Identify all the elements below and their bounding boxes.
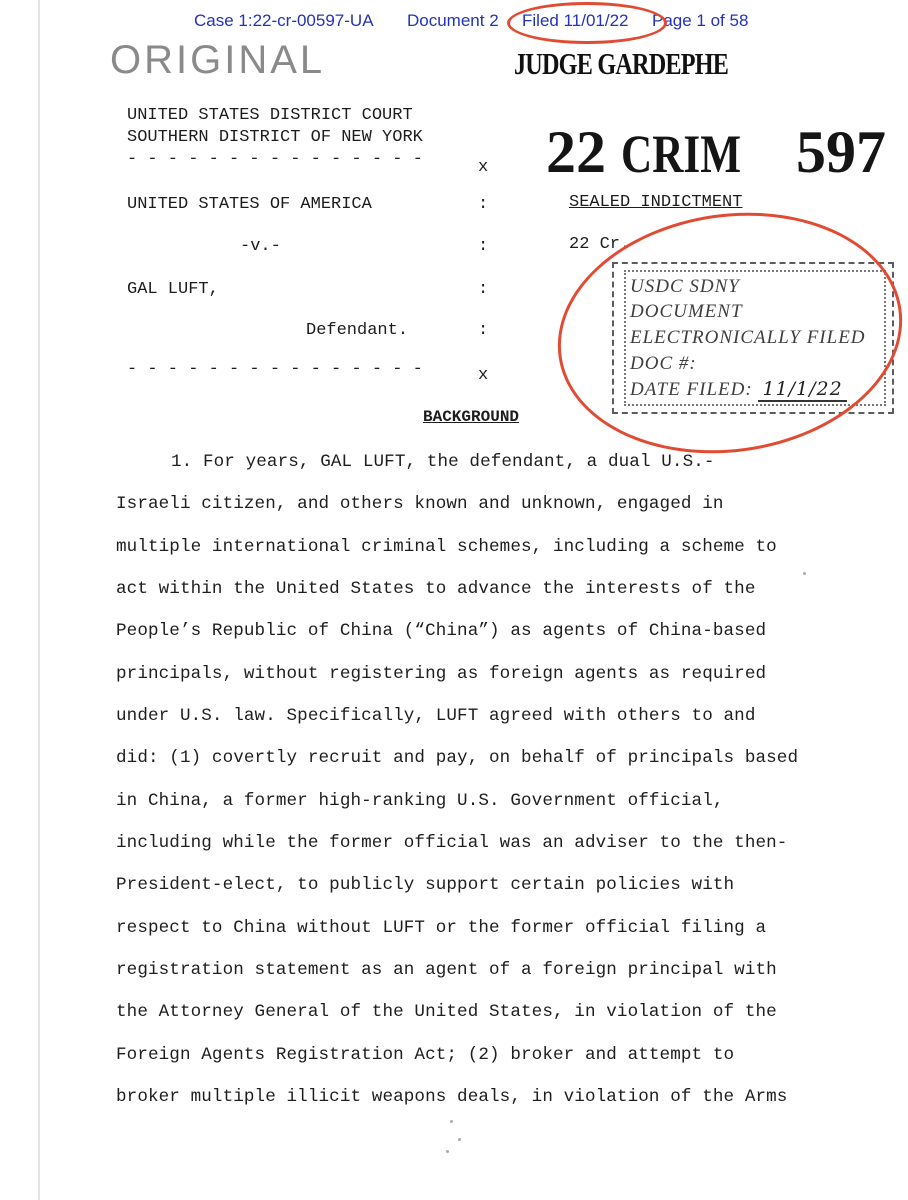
caption-colon: : — [478, 321, 489, 340]
body-line: respect to China without LUFT or the former official filing a — [116, 918, 767, 938]
body-line: did: (1) covertly recruit and pay, on behalf of principals based — [116, 748, 799, 768]
annotation-circle-filing-stamp — [542, 191, 908, 475]
original-stamp: ORIGINAL — [110, 38, 326, 82]
body-line: including while the former official was an adviser to the then- — [116, 833, 788, 853]
body-line: in China, a former high-ranking U.S. Government official, — [116, 791, 724, 811]
plaintiff-name: UNITED STATES OF AMERICA — [127, 195, 372, 214]
body-line: Foreign Agents Registration Act; (2) broker and attempt to — [116, 1045, 735, 1065]
case-number-type: CRIM — [621, 124, 741, 184]
body-line: broker multiple illicit weapons deals, in violation of the Arms — [116, 1087, 788, 1107]
judge-stamp: JUDGE GARDEPHE — [514, 46, 729, 81]
caption-dashes-bottom: - - - - - - - - - - - - - - - — [127, 360, 423, 379]
caption-x-top: x — [478, 158, 489, 177]
versus: -v.- — [240, 237, 281, 256]
body-line: Israeli citizen, and others known and unknown, engaged in — [116, 494, 724, 514]
caption-colon: : — [478, 195, 489, 214]
stamp-line-court: USDC SDNY — [630, 276, 740, 297]
annotation-circle-filed-date — [507, 2, 667, 44]
body-line: registration statement as an agent of a foreign principal with — [116, 960, 777, 980]
scan-speck — [450, 1120, 453, 1123]
document-number: Document 2 — [407, 11, 499, 30]
stamp-date-handwritten: 11/1/22 — [758, 378, 846, 402]
defendant-label: Defendant. — [306, 321, 409, 340]
case-number-year: 22 — [546, 119, 606, 185]
caption-colon: : — [478, 237, 489, 256]
caption-dashes-top: - - - - - - - - - - - - - - - — [127, 150, 423, 169]
stamp-line-document: DOCUMENT — [630, 301, 743, 322]
stamp-line-doc-number: DOC #: — [630, 353, 697, 374]
body-line: principals, without registering as foreign agents as required — [116, 664, 767, 684]
body-line: the Attorney General of the United States, in violation of the — [116, 1002, 777, 1022]
filed-date: Filed 11/01/22 — [522, 11, 629, 30]
document-type: SEALED INDICTMENT — [569, 193, 743, 212]
ecf-header — [0, 11, 908, 33]
body-line: under U.S. law. Specifically, LUFT agreed with others to and — [116, 706, 756, 726]
page-edge-rule — [38, 0, 40, 1200]
page-number: Page 1 of 58 — [652, 11, 749, 30]
case-number-stamp — [546, 118, 886, 187]
scan-speck — [446, 1150, 449, 1153]
stamp-date-label: DATE FILED: — [630, 379, 753, 400]
court-name-line2: SOUTHERN DISTRICT OF NEW YORK — [127, 128, 423, 147]
scan-speck — [458, 1138, 461, 1141]
body-line: 1. For years, GAL LUFT, the defendant, a dual U.S.- — [171, 452, 715, 472]
body-line: act within the United States to advance the interests of the — [116, 579, 756, 599]
case-number-seq: 597 — [795, 119, 886, 185]
defendant-name: GAL LUFT, — [127, 280, 219, 299]
caption-colon: : — [478, 280, 489, 299]
body-line: President-elect, to publicly support certain policies with — [116, 875, 735, 895]
section-heading: BACKGROUND — [423, 408, 520, 426]
body-line: multiple international criminal schemes, including a scheme to — [116, 537, 777, 557]
scan-speck — [803, 572, 806, 575]
court-name-line1: UNITED STATES DISTRICT COURT — [127, 106, 413, 125]
case-number: Case 1:22-cr-00597-UA — [194, 11, 374, 30]
caption-x-bottom: x — [478, 366, 489, 385]
criminal-number: 22 Cr. — [569, 235, 631, 254]
body-line: People’s Republic of China (“China”) as agents of China-based — [116, 621, 767, 641]
stamp-line-electronic: ELECTRONICALLY FILED — [630, 327, 866, 348]
